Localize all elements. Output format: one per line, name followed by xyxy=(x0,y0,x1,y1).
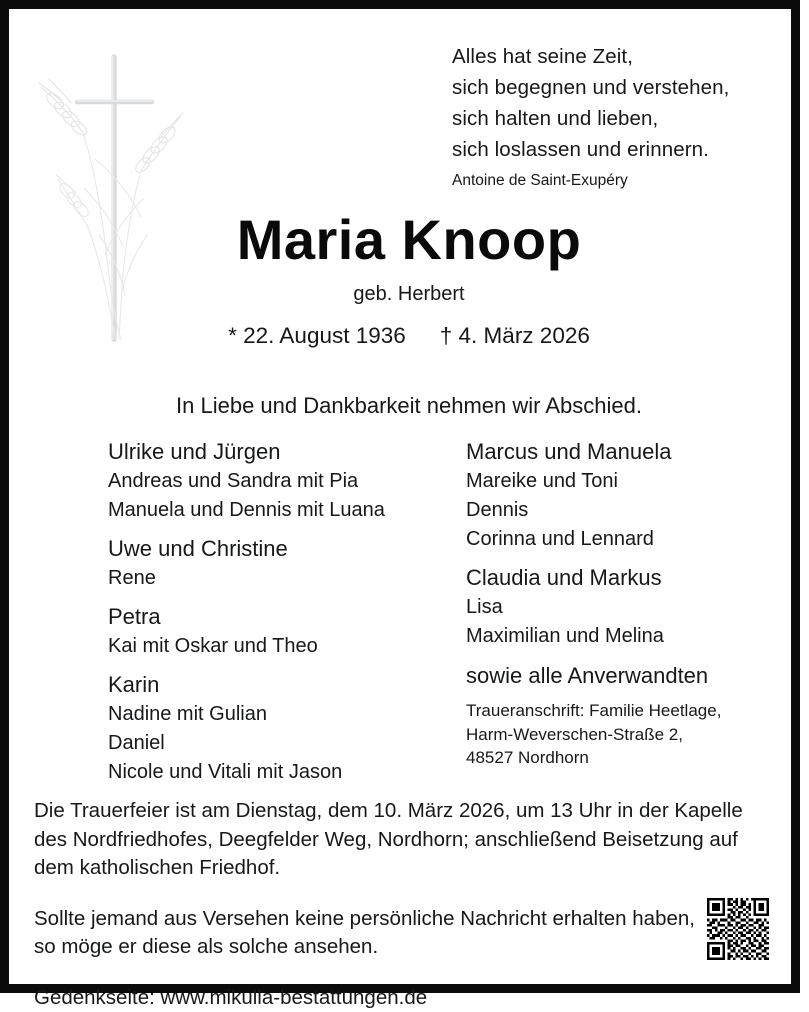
notice-inner xyxy=(9,9,791,984)
quote-attribution: Antoine de Saint-Exupéry xyxy=(452,171,797,191)
deceased-name-block xyxy=(9,209,809,350)
family-member: Dennis xyxy=(466,496,766,525)
deceased-name: Maria Knoop xyxy=(9,209,809,271)
quote-line-2: sich begegnen und verstehen, xyxy=(452,72,797,103)
death-date: † 4. März 2026 xyxy=(440,323,590,348)
family-head: Marcus und Manuela xyxy=(466,437,766,467)
qr-code[interactable] xyxy=(707,898,769,960)
family-member: Mareike und Toni xyxy=(466,467,766,496)
address-line: Traueranschrift: Familie Heetlage, xyxy=(466,699,776,723)
memorial-page-paragraph xyxy=(34,984,734,1012)
family-group xyxy=(466,437,766,554)
family-column-left xyxy=(108,437,448,796)
maiden-name: geb. Herbert xyxy=(9,281,809,307)
family-member: Corinna und Lennard xyxy=(466,525,766,554)
service-paragraph xyxy=(34,797,734,883)
family-group xyxy=(108,602,448,661)
life-dates xyxy=(9,322,809,350)
intro-line: In Liebe und Dankbarkeit nehmen wir Abschied. xyxy=(9,392,809,420)
family-member: Rene xyxy=(108,564,448,593)
family-head: Uwe und Christine xyxy=(108,534,448,564)
notice-line: so möge er diese als solche ansehen. xyxy=(34,933,734,962)
notice-paragraph xyxy=(34,905,734,962)
family-member: Lisa xyxy=(466,593,766,622)
family-group xyxy=(108,437,448,525)
family-member: Daniel xyxy=(108,729,448,758)
family-head: Karin xyxy=(108,670,448,700)
family-member: Kai mit Oskar und Theo xyxy=(108,632,448,661)
family-head: Petra xyxy=(108,602,448,632)
family-head: Ulrike und Jürgen xyxy=(108,437,448,467)
address-line: Harm-Weverschen-Straße 2, xyxy=(466,723,776,747)
relatives-note: sowie alle Anverwandten xyxy=(466,661,766,691)
service-line: Die Trauerfeier ist am Dienstag, dem 10. März 2026, um 13 Uhr in der Kapelle xyxy=(34,797,734,826)
service-line: des Nordfriedhofes, Deegfelder Weg, Nordhorn; anschließend Beisetzung auf xyxy=(34,826,734,855)
family-member: Manuela und Dennis mit Luana xyxy=(108,496,448,525)
family-member: Andreas und Sandra mit Pia xyxy=(108,467,448,496)
address-line: 48527 Nordhorn xyxy=(466,746,776,770)
family-group xyxy=(466,563,766,651)
quote-line-3: sich halten und lieben, xyxy=(452,103,797,134)
quote-block xyxy=(452,41,797,191)
mourning-address xyxy=(466,699,776,770)
family-group xyxy=(108,670,448,787)
family-head: Claudia und Markus xyxy=(466,563,766,593)
quote-line-1: Alles hat seine Zeit, xyxy=(452,41,797,72)
family-member: Nadine mit Gulian xyxy=(108,700,448,729)
family-member: Nicole und Vitali mit Jason xyxy=(108,758,448,787)
footer-block xyxy=(34,797,734,1012)
notice-line: Sollte jemand aus Versehen keine persönliche Nachricht erhalten haben, xyxy=(34,905,734,934)
family-member: Maximilian und Melina xyxy=(466,622,766,651)
birth-date: * 22. August 1936 xyxy=(228,323,406,348)
service-line: dem katholischen Friedhof. xyxy=(34,854,734,883)
quote-line-4: sich loslassen und erinnern. xyxy=(452,134,797,165)
family-group xyxy=(108,534,448,593)
family-column-right xyxy=(466,437,766,691)
memorial-page-link[interactable]: Gedenkseite: www.mikulla-bestattungen.de xyxy=(34,984,734,1012)
